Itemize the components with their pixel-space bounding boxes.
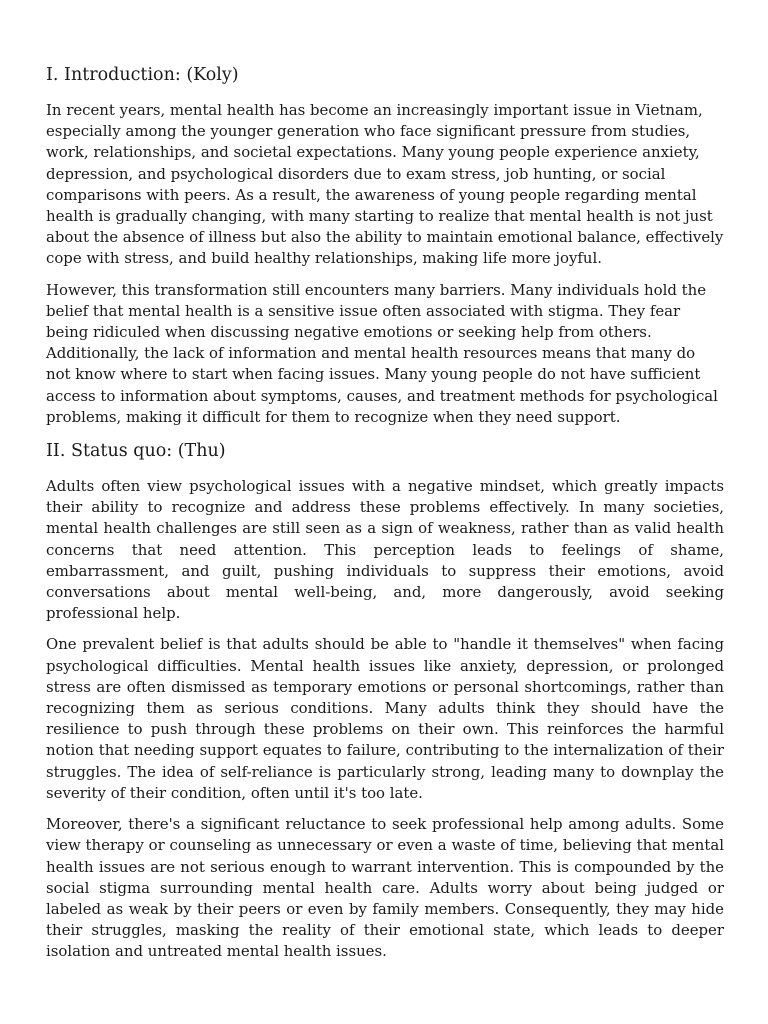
document-page <box>46 62 724 973</box>
status-quo-paragraph-1: Adults often view psychological issues with a negative mindset, which greatly impacts their ability to recognize and address these problems effectively. In many societies, mental health challenges are still seen as a sign of weakness, rather than as valid health concerns that need attention. This perception leads to feelings of shame, embarrassment, and guilt, pushing individuals to suppress their emotions, avoid conversations about mental well-being, and, more dangerously, avoid seeking professional help. <box>46 477 724 623</box>
section-heading-status-quo: II. Status quo: (Thu) <box>46 441 226 462</box>
status-quo-paragraph-3: Moreover, there's a significant reluctance to seek professional help among adults. Some view therapy or counseling as unnecessary or even a waste of time, believing that mental health issues are not serious enough to warrant intervention. This is compounded by the social stigma surrounding mental health care. Adults worry about being judged or labeled as weak by their peers or even by family members. Consequently, they may hide their struggles, masking the reality of their emotional state, which leads to deeper isolation and untreated mental health issues. <box>46 815 724 961</box>
status-quo-paragraph-2: One prevalent belief is that adults should be able to "handle it themselves" when facing psychological difficulties. Mental health issues like anxiety, depression, or prolonged stress are often dismissed as temporary emotions or personal shortcomings, rather than recognizing them as serious conditions. Many adults think they should have the resilience to push through these problems on their own. This reinforces the harmful notion that needing support equates to failure, contributing to the internalization of their struggles. The idea of self-reliance is particularly strong, leading many to downplay the severity of their condition, often until it's too late. <box>46 635 724 802</box>
intro-paragraph-2: However, this transformation still encounters many barriers. Many individuals hold the belief that mental health is a sensitive issue often associated with stigma. They fear being ridiculed when discussing negative emotions or seeking help from others. Additionally, the lack of information and mental health resources means that many do not know where to start when facing issues. Many young people do not have sufficient access to information about symptoms, causes, and treatment methods for psychological problems, making it difficult for them to recognize when they need support. <box>46 280 718 426</box>
intro-paragraph-1: In recent years, mental health has become an increasingly important issue in Vietnam, especially among the younger generation who face significant pressure from studies, work, relationships, and societal expectations. Many young people experience anxiety, depression, and psychological disorders due to exam stress, job hunting, or social comparisons with peers. As a result, the awareness of young people regarding mental health is gradually changing, with many starting to realize that mental health is not just about the absence of illness but also the ability to maintain emotional balance, effectively cope with stress, and build healthy relationships, making life more joyful. <box>46 101 724 268</box>
section-heading-introduction: I. Introduction: (Koly) <box>46 65 239 85</box>
